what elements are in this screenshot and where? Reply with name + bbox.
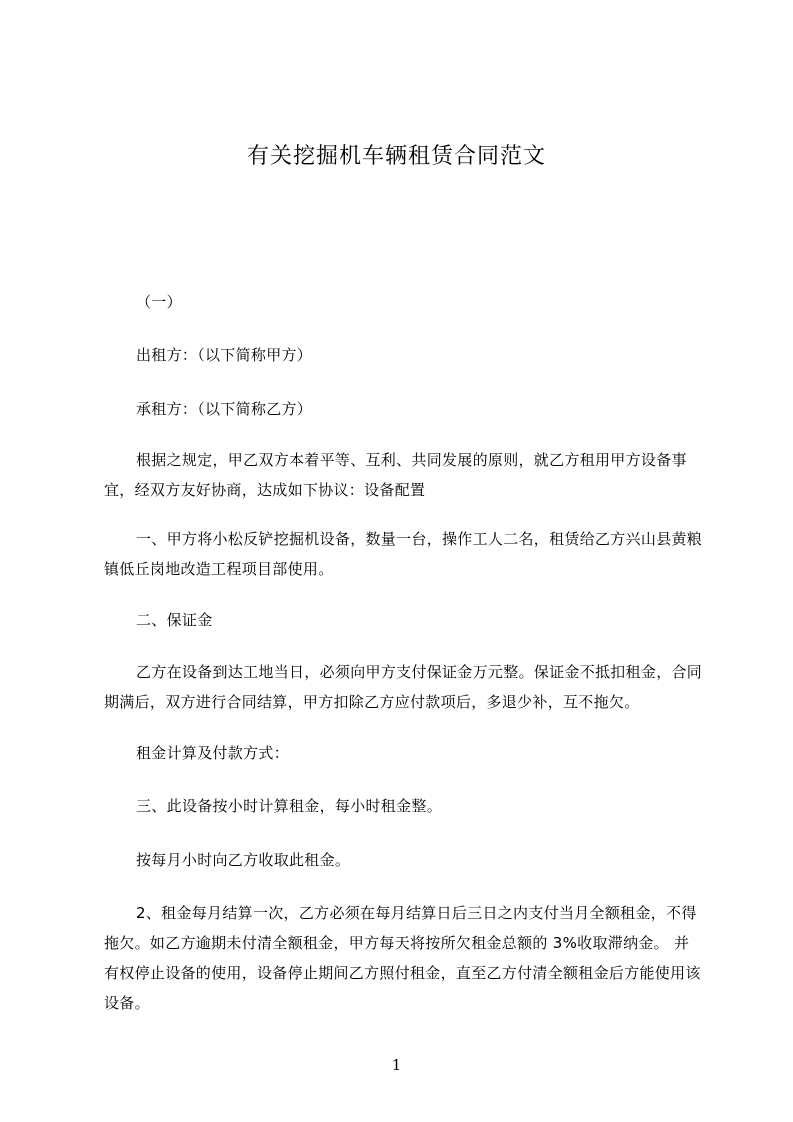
lessee-line: 承租方：（以下简称乙方） (136, 400, 313, 418)
deposit-paragraph: 乙方在设备到达工地当日，必须向甲方支付保证金万元整。保证金不抵扣租金，合同期满后，双方进行合同结算，甲方扣除乙方应付款项后，多退少补，互不拖欠。 (104, 663, 703, 711)
document-title: 有关挖掘机车辆租赁合同范文 (246, 144, 546, 169)
settlement-paragraph: 2、租金每月结算一次，乙方必须在每月结算日后三日之内支付当月全额租金，不得拖欠。如乙方逾期未付清全额租金，甲方每天将按所欠租金总额的 3%收取滞纳金。 并有权停止设备的使用，设备停止期间乙方照付租金，直至乙方付清全额租金后方能使用该设备。 (104, 904, 701, 1012)
rent-heading: 租金计算及付款方式： (136, 744, 290, 762)
preamble-paragraph: 根据之规定，甲乙双方本着平等、互利、共同发展的原则，就乙方租用甲方设备事宜，经双方友好协商，达成如下协议：设备配置 (104, 451, 687, 499)
section-marker: （一） (136, 293, 182, 311)
clause-three-paragraph: 三、此设备按小时计算租金，每小时租金整。 (136, 797, 443, 815)
monthly-rent-paragraph: 按每月小时向乙方收取此租金。 (136, 851, 351, 869)
page-number: 1 (391, 1056, 402, 1074)
deposit-heading: 二、保证金 (136, 611, 213, 629)
lessor-line: 出租方：（以下简称甲方） (136, 346, 313, 364)
clause-one-paragraph: 一、甲方将小松反铲挖掘机设备，数量一台，操作工人二名，租赁给乙方兴山县黄粮镇低丘岗地改造工程项目部使用。 (104, 530, 703, 578)
